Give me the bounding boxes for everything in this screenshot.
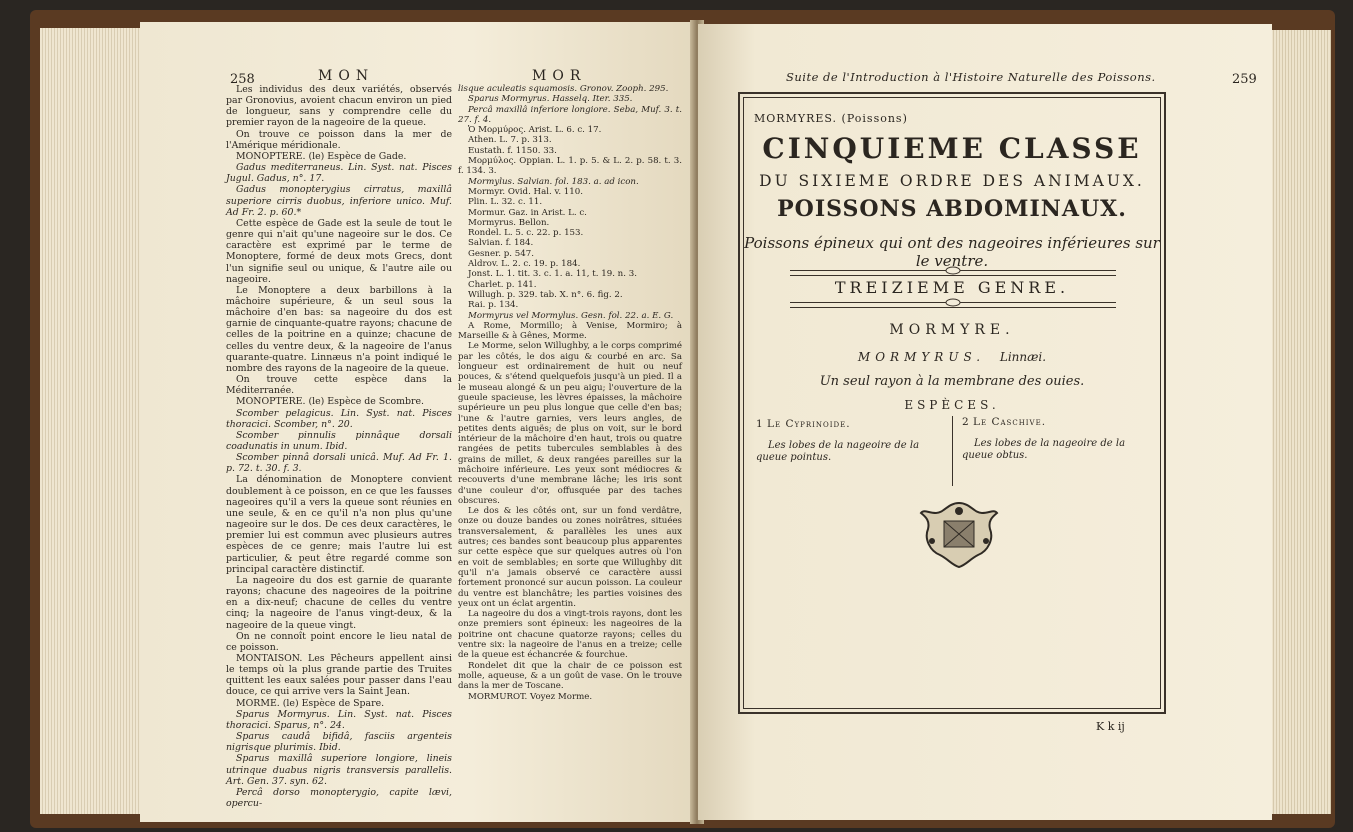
synonym: Mormyrus vel Mormylus. Gesn. fol. 22. a. E. G. <box>468 310 674 321</box>
paragraph: MONTAISON. Les Pêcheurs appellent ainsi le temps où la plus grande partie des Truites quittent les eaux salées pour passer dans l'eau douce, ce qui arrive vers la Saint Jean. <box>226 652 452 698</box>
synonym: Gadus mediterraneus. Lin. Syst. nat. Pisces Jugul. Gadus, n°. 17. <box>226 162 452 185</box>
entry-heading: MORMUROT. Voyez Morme. <box>468 691 593 702</box>
title-frame <box>738 92 1166 714</box>
genus-name-fr: MORMYRE. <box>889 322 1015 338</box>
synonym: Charlet. p. 141. <box>468 279 537 290</box>
paragraph: Le dos & les côtés ont, sur un fond verdâtre, onze ou douze bandes ou zones noirâtres, situées transversalement, & parallèles les unes aux autres; ces bandes sont beaucoup plus apparentes sur cette espèce que sur quelques autres où l'on en voit de semblables; en sorte que Willughby dit qu'il n'a jamais observé ce caractère aussi fortement prononcé sur aucun poisson. La couleur du ventre est blanchâtre; les parties voisines des yeux ont un éclat argentin. <box>458 506 682 609</box>
paragraph: On ne connoît point encore le lieu natal de ce poisson. <box>226 630 452 653</box>
synonym: Rai. p. 134. <box>468 300 519 311</box>
species-item <box>962 416 1152 462</box>
genus-title: TREIZIEME GENRE. <box>834 278 1070 297</box>
species-description: Les lobes de la nageoire de la queue pointus. <box>756 440 920 463</box>
synonym: Μορμύλος. Oppian. L. 1. p. 5. & L. 2. p. 58. t. 3. f. 134. 3. <box>458 156 682 177</box>
synonym: Mormyr. Ovid. Hal. v. 110. <box>468 186 584 197</box>
kicker: MORMYRES. (Poissons) <box>754 112 908 125</box>
synonym: Plin. L. 32. c. 11. <box>468 197 543 208</box>
synonym: Ὁ Μορμύρος. Arist. L. 6. c. 17. <box>468 125 602 136</box>
rule-ornament-icon <box>945 298 961 307</box>
group-title: POISSONS ABDOMINAUX. <box>777 196 1127 222</box>
ornamental-rule <box>790 270 1116 276</box>
synonym: Percâ dorso monopterygio, capite lævi, opercu- <box>226 786 452 809</box>
paragraph: La nageoire du dos a vingt-trois rayons, dont les onze premiers sont épineux: les nageoires de la poitrine ont chacune quatorze rayons; celles du ventre six: la nageoire de l'anus en a treize; celle de la queue est échancrée & fourchue. <box>458 609 682 661</box>
species-number: 2 <box>962 416 970 428</box>
synonym: Scomber pelagicus. Lin. Syst. nat. Pisces thoracici. Scomber, n°. 20. <box>226 407 452 430</box>
order-title: DU SIXIEME ORDRE DES ANIMAUX. <box>759 172 1145 190</box>
rule-ornament-icon <box>945 266 961 275</box>
species-description: Les lobes de la nageoire de la queue obtus. <box>962 438 1126 461</box>
right-column <box>458 84 682 702</box>
synonym: Mormyrus. Bellon. <box>468 217 550 228</box>
paragraph: Rondelet dit que la chair de ce poisson est molle, aqueuse, & a un goût de vase. On le trouve dans la mer de Toscane. <box>458 660 682 692</box>
entry-heading: MORME. (le) Espèce de Spare. <box>236 697 385 709</box>
synonym: Gesner. p. 547. <box>468 248 534 259</box>
genus-character: Un seul rayon à la membrane des ouies. <box>819 374 1085 389</box>
signature-mark: K k ij <box>1096 720 1125 733</box>
synonym: Sparus caudâ bifidâ, fasciis argenteis nigrisque plurimis. Ibid. <box>226 731 452 754</box>
species-name: Le Cyprinoide. <box>767 418 851 430</box>
species-number: 1 <box>756 418 764 430</box>
running-head-right: MOR <box>532 68 587 84</box>
species-heading: ESPÈCES. <box>904 398 1000 412</box>
synonym: Eustath. f. 1150. 33. <box>468 145 557 156</box>
species-title <box>756 418 946 430</box>
entry-heading: MONOPTERE. (le) Espèce de Gade. <box>236 150 407 162</box>
synonym: Mormur. Gaz. in Arist. L. c. <box>468 207 587 218</box>
page-edges-left <box>40 28 150 814</box>
synonym: Sparus Mormyrus. Lin. Syst. nat. Pisces thoracici. Sparus, n°. 24. <box>226 708 452 731</box>
species-name: Le Caschive. <box>973 416 1047 428</box>
synonym: Sparus maxillâ superiore longiore, lineis utrinque duabus nigris transversis parallelis. Art. Gen. 37. syn. 62. <box>226 753 452 787</box>
paragraph: On trouve cette espèce dans la Méditerranée. <box>226 374 452 397</box>
synonym: Aldrov. L. 2. c. 19. p. 184. <box>468 259 581 270</box>
synonym: Salvian. f. 184. <box>468 238 534 249</box>
genus-author: Linnæi. <box>999 350 1047 364</box>
class-title: CINQUIEME CLASSE <box>762 132 1142 165</box>
synonym: Willugh. p. 329. tab. X. n°. 6. fig. 2. <box>468 289 623 300</box>
synonym: Scomber pinnulis pinnâque dorsali coadunatis in unum. Ibid. <box>226 429 452 452</box>
paragraph: Le Monoptere a deux barbillons à la mâchoire supérieure, & un seul sous la mâchoire d'en bas: sa nageoire du dos est garnie de cinquante-quatre rayons; chacune de celles de la poitrine en a quinze; chacune de celles du ventre deux, & la nageoire de l'anus quarante-quatre. Linnæus n'a point indiqué le nombre des rayons de la nageoire de la queue. <box>226 284 452 374</box>
genus-latin: MORMYRUS. <box>857 350 986 364</box>
running-head-left: MON <box>318 68 375 84</box>
left-page <box>140 22 692 822</box>
species-item <box>756 418 946 464</box>
left-column <box>226 84 452 809</box>
ornamental-rule <box>790 302 1116 308</box>
synonym: Gadus monopterygius cirratus, maxillâ superiore cirris duobus, inferiore unico. Muf. Ad Fr. 2. p. 60.* <box>226 184 452 218</box>
synonym: Athen. L. 7. p. 313. <box>468 135 552 146</box>
entry-heading: MONOPTERE. (le) Espèce de Scombre. <box>236 396 425 408</box>
synonym: Sparus Mormyrus. Hasselq. Iter. 335. <box>468 94 633 105</box>
paragraph: La dénomination de Monoptere convient doublement à ce poisson, en ce que les fausses nageoires qu'il a vers la queue sont réunies en une seule, & en ce qu'il n'a non plus qu'une nageoire sur le dos. De ces deux caractères, le premier lui est commun avec plusieurs autres espèces de ce genre; mais l'autre lui est particulier, & peut être regardé comme son principal caractère distinctif. <box>226 474 452 575</box>
paragraph: Les individus des deux variétés, observés par Gronovius, avoient chacun environ un pied de longueur, sans y comprendre celle du premier rayon de la nageoire de la queue. <box>226 84 452 129</box>
page-number: 259 <box>1232 72 1257 87</box>
synonym: Mormylus. Salvian. fol. 183. a. ad icon. <box>468 176 639 187</box>
paragraph: La nageoire du dos est garnie de quarante rayons; chacune des nageoires de la poitrine en a dix-neuf; chacune de celles du ventre cinq; la nageoire de l'anus vingt-deux, & la nageoire de la queue vingt. <box>226 574 452 631</box>
synonym: lisque aculeatis squamosis. Gronov. Zooph. 295. <box>458 84 669 94</box>
paragraph: Le Morme, selon Willughby, a le corps comprimé par les côtés, le dos aigu & courbé en arc. Sa longueur est ordinairement de huit ou neuf pouces, & s'étend quelquefois jusqu'à un pied. Il a le museau alongé & un peu aigu; l'ouverture de la gueule spacieuse, les lèvres épaisses, la mâchoire supérieure un peu plus longue que celle d'en bas; l'une & l'autre garnies, vers leurs angles, de petites dents aiguës; de plus on voit, sur le bord intérieur de la mâchoire d'en haut, trois ou quatre rangées de petits tubercules semblables à des grains de millet, & deux rangées pareilles sur la mâchoire inférieure. Les yeux sont médiocres & recouverts d'une membrane lâche; les iris sont d'une couleur d'or, offusquée par des taches obscures. <box>458 341 682 506</box>
fleuron-icon <box>918 499 1000 571</box>
page-number: 258 <box>230 72 255 87</box>
species-title <box>962 416 1152 428</box>
paragraph: A Rome, Mormillo; à Venise, Mormiro; à Marseille & à Gênes, Morme. <box>458 320 682 342</box>
genus-name-lat <box>740 350 1164 364</box>
synonym: Jonst. L. 1. tit. 3. c. 1. a. 11, t. 19. n. 3. <box>468 269 637 280</box>
running-head: Suite de l'Introduction à l'Histoire Naturelle des Poissons. <box>786 70 1156 84</box>
paragraph: Cette espèce de Gade est la seule de tout le genre qui n'ait qu'une nageoire sur le dos. Ce caractère est exprimé par le terme de Monoptere, formé de deux mots Grecs, dont l'un signifie seul ou unique, & l'autre aile ou nageoire. <box>226 217 452 285</box>
synonym: Rondel. L. 5. c. 22. p. 153. <box>468 228 584 239</box>
page-edges-right <box>1271 30 1331 814</box>
synonym: Scomber pinnâ dorsali unicâ. Muf. Ad Fr. 1. p. 72. t. 30. f. 3. <box>226 452 452 475</box>
group-description: Poissons épineux qui ont des nageoires inférieures sur le ventre. <box>744 234 1160 270</box>
species-divider <box>952 416 953 486</box>
synonym: Percâ maxillâ inferiore longiore. Seba, Muf. 3. t. 27. f. 4. <box>458 104 682 125</box>
right-page <box>698 24 1272 820</box>
paragraph: On trouve ce poisson dans la mer de l'Amérique méridionale. <box>226 128 452 151</box>
